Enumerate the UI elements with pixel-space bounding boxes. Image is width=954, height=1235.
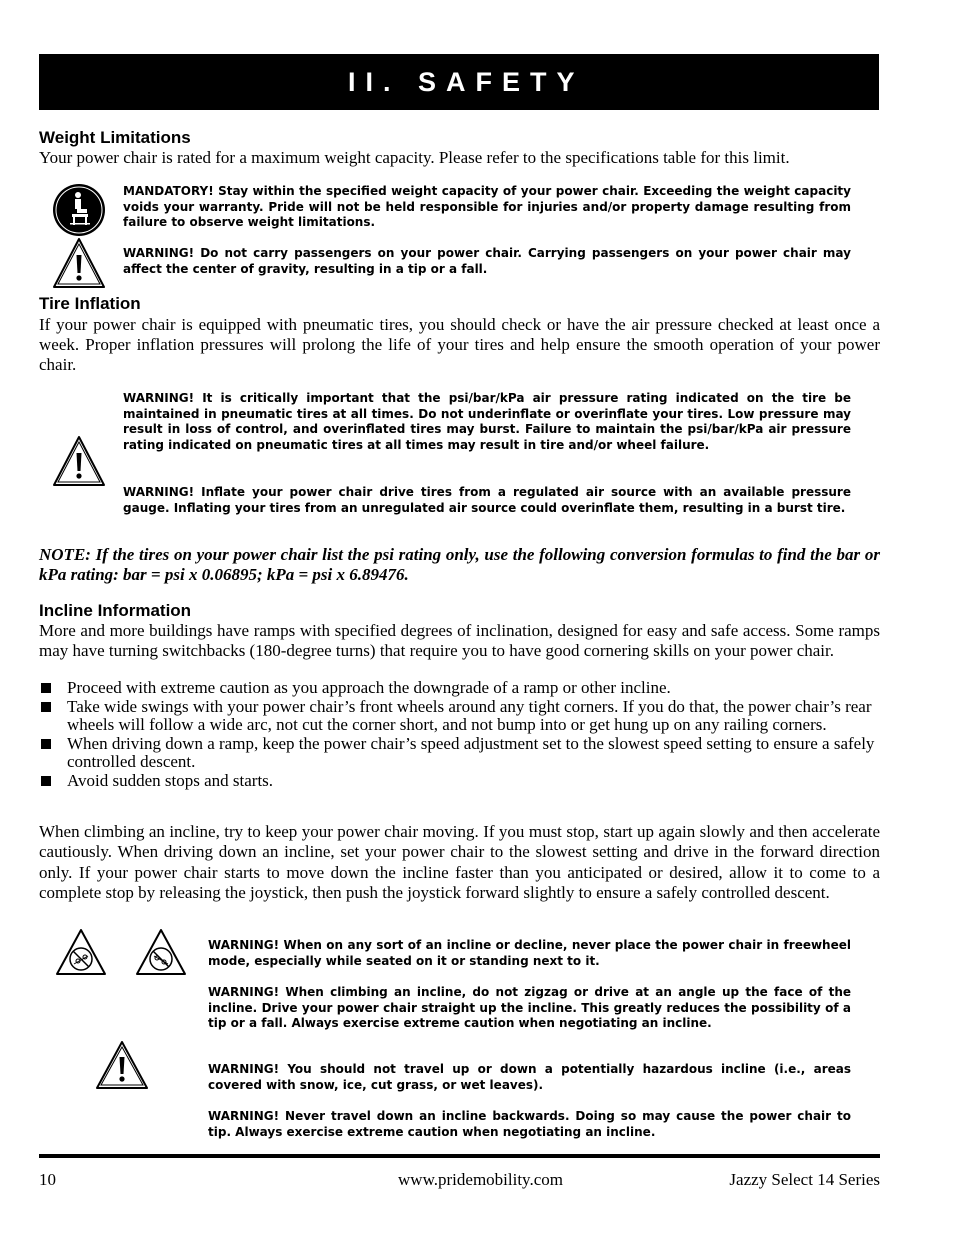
- no-freewheel-on-decline-icon: [135, 928, 187, 976]
- warning-hazardous-incline: WARNING! You should not travel up or down a potentially hazardous incline (i.e., areas covered with snow, ice, cut grass, or wet leaves).: [208, 1062, 851, 1092]
- tire-intro: If your power chair is equipped with pneumatic tires, you should check or have the air pressure checked at least once a week. Proper inflation pressures will prolong the life of your tires and help ensure the smooth operation of your power chair.: [39, 315, 880, 374]
- footer-website: www.pridemobility.com: [398, 1170, 563, 1189]
- warning-backwards: WARNING! Never travel down an incline backwards. Doing so may cause the power chair to tip. Always exercise extreme caution when negotiating an incline.: [208, 1109, 851, 1139]
- tire-heading: Tire Inflation: [39, 294, 141, 313]
- warning-zigzag: WARNING! When climbing an incline, do not zigzag or drive at an angle up the face of the incline. Drive your power chair straight up the incline. This greatly reduces the possibility of a tip or a fall. Always exercise extreme caution when negotiating an incline.: [208, 985, 851, 1031]
- footer-rule: [39, 1154, 880, 1158]
- page-number: 10: [39, 1170, 56, 1189]
- bullet-square-icon: [41, 683, 51, 693]
- warning-tire-pressure: WARNING! It is critically important that the psi/bar/kPa air pressure rating indicated on the tire be maintained in pneumatic tires at all times. Do not underinflate or overinflate your tires. Low pressure may result in loss of control, and overinflated tires may burst. Failure to maintain the psi/bar/kPa air pressure rating indicated on pneumatic tires at all times may result in tire and/or wheel failure.: [123, 391, 851, 452]
- incline-heading: Incline Information: [39, 601, 192, 620]
- incline-paragraph: When climbing an incline, try to keep your power chair moving. If you must stop, start up again slowly and then accelerate cautiously. When driving down an incline, set your power chair to the slowest setting and drive in the forward direction only. If your power chair starts to move down the incline faster than you anticipated or desired, allow it to come to a complete stop by releasing the joystick, then push the joystick forward slightly to ensure a safely controlled descent.: [39, 822, 880, 902]
- warning-icon: [52, 435, 106, 487]
- bullet-square-icon: [41, 702, 51, 712]
- list-item: Proceed with extreme caution as you approach the downgrade of a ramp or other incline.: [39, 679, 880, 698]
- footer-product: Jazzy Select 14 Series: [729, 1170, 880, 1189]
- incline-bullet-list: [39, 679, 880, 790]
- incline-intro: More and more buildings have ramps with specified degrees of inclination, designed for easy and safe access. Some ramps may have turning switchbacks (180-degree turns) that require you to have good cornering skills on your power chair.: [39, 621, 880, 660]
- mandatory-icon: [52, 183, 106, 237]
- list-item: Take wide swings with your power chair’s front wheels around any tight corners. If you do that, the power chair’s rear wheels will follow a wide arc, not cut the corner short, and not bump into or get hung up on any railing corners.: [39, 698, 880, 735]
- warning-icon: [52, 237, 106, 289]
- weight-intro: Your power chair is rated for a maximum weight capacity. Please refer to the specifications table for this limit.: [39, 148, 790, 167]
- tire-note: NOTE: If the tires on your power chair list the psi rating only, use the following conversion formulas to find the bar or kPa rating: bar = psi x 0.06895; kPa = psi x 6.89476.: [39, 545, 880, 584]
- no-freewheel-on-incline-icon: [55, 928, 107, 976]
- bullet-square-icon: [41, 739, 51, 749]
- warning-icon: [95, 1040, 149, 1090]
- section-title: II. SAFETY: [348, 66, 585, 97]
- warning-passengers: WARNING! Do not carry passengers on your power chair. Carrying passengers on your power chair may affect the center of gravity, resulting in a tip or a fall.: [123, 246, 851, 276]
- section-banner: [39, 54, 879, 110]
- list-item: When driving down a ramp, keep the power chair’s speed adjustment set to the slowest speed setting to ensure a safely controlled descent.: [39, 735, 880, 772]
- weight-heading: Weight Limitations: [39, 128, 191, 147]
- list-item: Avoid sudden stops and starts.: [39, 772, 880, 791]
- bullet-square-icon: [41, 776, 51, 786]
- mandatory-weight: MANDATORY! Stay within the specified weight capacity of your power chair. Exceeding the weight capacity voids your warranty. Pride will not be held responsible for injuries and/or property damage resulting from failure to observe weight limitations.: [123, 184, 851, 230]
- warning-air-source: WARNING! Inflate your power chair drive tires from a regulated air source with an available pressure gauge. Inflating your tires from an unregulated air source could overinflate them, resulting in a burst tire.: [123, 485, 851, 515]
- warning-freewheel: WARNING! When on any sort of an incline or decline, never place the power chair in freewheel mode, especially while seated on it or standing next to it.: [208, 938, 851, 968]
